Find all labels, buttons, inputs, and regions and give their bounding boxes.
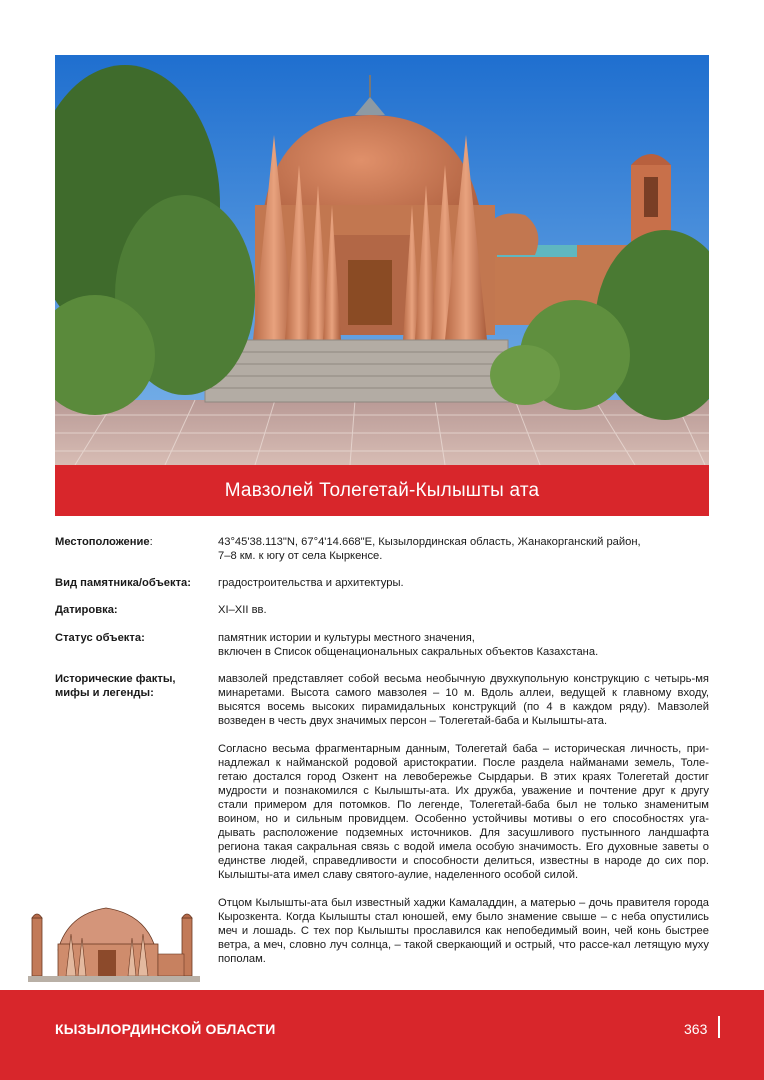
page-number: 363 xyxy=(684,1021,708,1037)
type-label: Вид памятника/объекта: xyxy=(55,577,191,589)
field-location xyxy=(55,535,709,563)
location-label: Местоположение xyxy=(55,536,150,548)
location-line1: 43°45'38.113"N, 67°4'14.668"E, Кызылординская область, Жанакорганский район, xyxy=(218,536,641,548)
history-label-line2: мифы и легенды: xyxy=(55,687,154,699)
mausoleum-sketch xyxy=(28,900,200,986)
title-bar xyxy=(55,465,709,516)
status-label: Статус объекта: xyxy=(55,632,145,644)
history-text xyxy=(218,672,709,980)
field-value xyxy=(218,631,709,659)
dating-value: XI–XII вв. xyxy=(218,604,267,616)
footer-region: КЫЗЫЛОРДИНСКОЙ ОБЛАСТИ xyxy=(55,1021,276,1037)
location-colon: : xyxy=(149,536,153,548)
field-type xyxy=(55,576,709,590)
footer xyxy=(0,990,764,1080)
field-value xyxy=(218,535,709,563)
history-paragraph: Согласно весьма фрагментарным данным, Толегетай баба – историческая личность, при-надлежал к найманской родовой аристократии. После раздела найманами земель, Толе-гетаю достался город Озкент на левобережье Сырдарьи. В этих краях Толегетай достиг мудрости и познакомился с Кылышты-ата. Их дружба, уважение и почтение друг к другу стали примером для потомков. По легенде, Толегетай-баба был не только знаменитым воином, но и сильным провидцем. Особенно устойчивы мотивы о его способностях уга-дывать расположение подземных источников. Для засушливого пустынного ландшафта региона такая сакральная связь с водой имела особую значимость. Его духовные заветы о единстве людей, справедливости и способности делиться, известны в народе до сих пор. Кылышты-ата имел славу святого-аулие, наделенного особой силой. xyxy=(218,743,709,881)
page-title: Мавзолей Толегетай-Кылышты ата xyxy=(224,479,540,501)
history-label-line1: Исторические факты, xyxy=(55,673,176,685)
type-value: градостроительства и архитектуры. xyxy=(218,577,404,589)
page-number-divider xyxy=(718,1016,720,1038)
status-line1: памятник истории и культуры местного значения, xyxy=(218,632,475,644)
history-paragraph: мавзолей представляет собой весьма необычную двухкупольную конструкцию с четырь-мя минаретами. Высота самого мавзолея – 10 м. Вдоль аллеи, ведущей к главному входу, высятся восемь высоких пирамидальных конструкций (по 4 в каждом ряду). Мавзолей возведен в честь двух значимых персон – Толегетай-баба и Кылышты-ата. xyxy=(218,673,709,727)
location-line2: 7–8 км. к югу от села Кыркенсе. xyxy=(218,550,383,562)
status-line2: включен в Список общенациональных сакральных объектов Казахстана. xyxy=(218,646,599,658)
mausoleum-photo xyxy=(55,55,709,465)
field-dating xyxy=(55,603,709,617)
dating-label: Датировка: xyxy=(55,604,118,616)
history-label xyxy=(55,672,215,700)
field-status xyxy=(55,631,709,659)
field-label xyxy=(55,535,215,549)
history-paragraph: Отцом Кылышты-ата был известный хаджи Камаладдин, а матерью – дочь правителя города Кырозкента. Когда Кылышты стал юношей, ему было знамение свыше – с неба опустились меч и лошадь. С тех пор Кылышты прославился как непобедимый воин, чей конь быстрее ветра, а меч, словно луч солнца, – такой сверкающий и острый, что рассе-кал летящую муху пополам. xyxy=(218,897,709,965)
